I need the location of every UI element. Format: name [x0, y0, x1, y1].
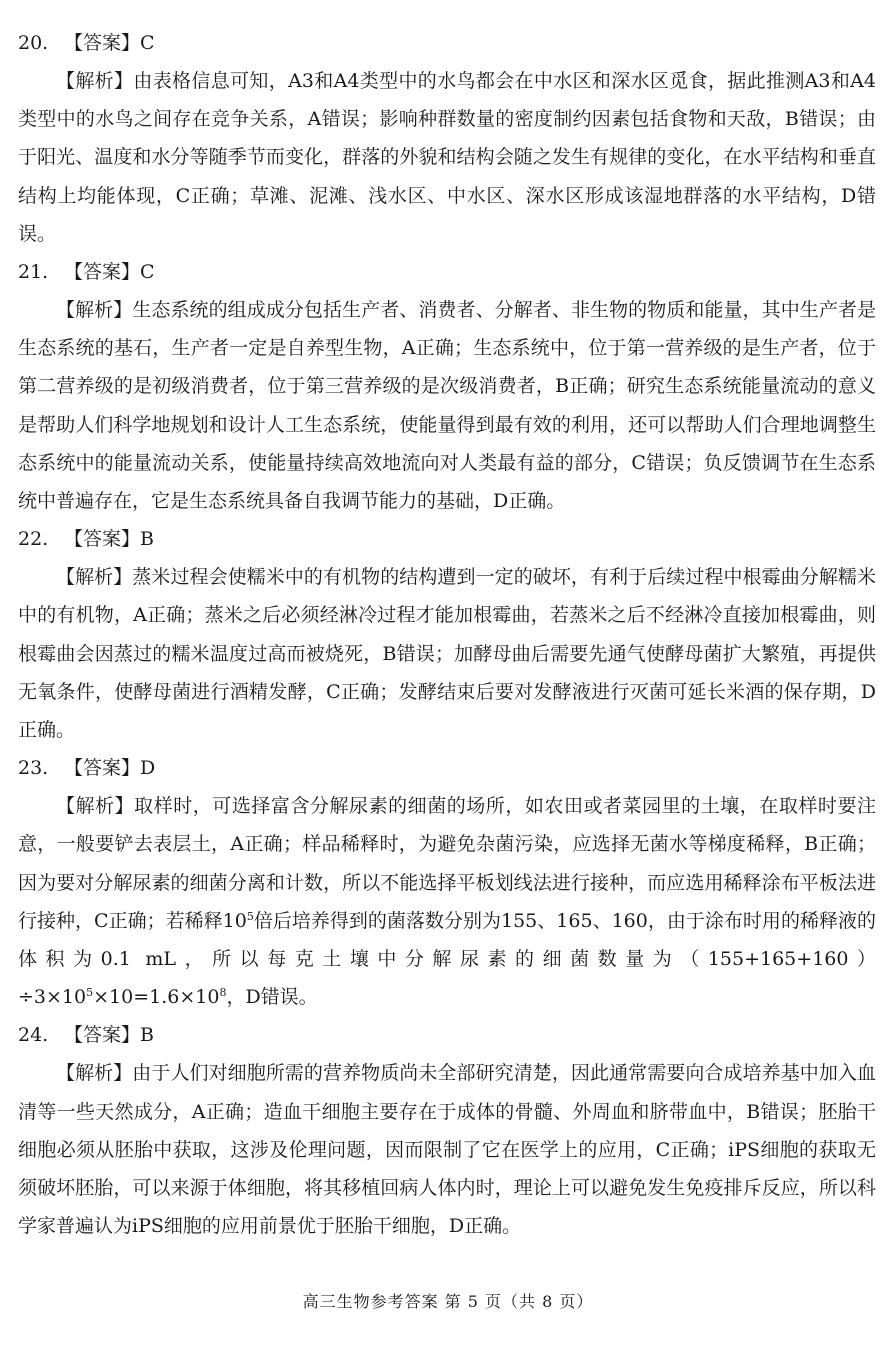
question-number: 24.	[18, 1024, 49, 1047]
analysis-label: 【解析】	[56, 1062, 133, 1085]
question-number: 21.	[18, 261, 49, 284]
question-number: 20.	[18, 32, 49, 54]
question-24	[18, 1016, 876, 1245]
answer-label: 【答案】	[64, 1024, 141, 1047]
answer-label: 【答案】	[64, 528, 141, 551]
analysis-text-part: 倍后培养得到的菌落数分别为155、165、160，由于涂布时用的稀释液的体积为0.1 mL，所以每克土壤中分解尿素的细菌数量为（155+165+160）÷3×10	[18, 909, 876, 1009]
question-22	[18, 520, 876, 749]
question-number: 23.	[18, 757, 49, 780]
exponent: 5	[246, 909, 254, 923]
answer-value: B	[140, 528, 154, 551]
analysis-paragraph	[18, 558, 876, 749]
exponent: 5	[86, 986, 94, 1000]
analysis-label: 【解析】	[56, 566, 133, 589]
question-20	[18, 24, 876, 253]
answer-line	[18, 520, 876, 558]
answer-line	[18, 749, 876, 787]
answer-value: B	[140, 1024, 154, 1047]
answer-value: C	[140, 261, 155, 284]
answer-line	[18, 1016, 876, 1054]
question-number: 22.	[18, 528, 49, 551]
analysis-paragraph	[18, 787, 876, 1016]
page-footer: 高三生物参考答案 第 5 页（共 8 页）	[302, 1292, 594, 1311]
question-21	[18, 253, 876, 520]
analysis-label: 【解析】	[56, 70, 134, 92]
analysis-text: 由于人们对细胞所需的营养物质尚未全部研究清楚，因此通常需要向合成培养基中加入血清等一些天然成分，A正确；造血干细胞主要存在于成体的骨髓、外周血和脐带血中，B错误；胚胎干细胞必须从胚胎中获取，这涉及伦理问题，因而限制了它在医学上的应用，C正确；iPS细胞的获取无须破坏胚胎，可以来源于体细胞，将其移植回病人体内时，理论上可以避免发生免疫排斥反应，所以科学家普遍认为iPS细胞的应用前景优于胚胎干细胞，D正确。	[18, 1062, 876, 1238]
exponent: 8	[219, 986, 227, 1000]
answer-page	[18, 24, 876, 1245]
analysis-label: 【解析】	[56, 795, 135, 818]
answer-line	[18, 24, 876, 62]
question-23	[18, 749, 876, 1016]
analysis-paragraph	[18, 62, 876, 253]
analysis-label: 【解析】	[56, 299, 133, 322]
analysis-paragraph	[18, 291, 876, 520]
answer-label: 【答案】	[64, 261, 141, 284]
analysis-paragraph	[18, 1054, 876, 1245]
answer-label: 【答案】	[64, 757, 141, 780]
analysis-text: 蒸米过程会使糯米中的有机物的结构遭到一定的破坏，有利于后续过程中根霉曲分解糯米中的有机物，A正确；蒸米之后必须经淋冷过程才能加根霉曲，若蒸米之后不经淋冷直接加根霉曲，则根霉曲会因蒸过的糯米温度过高而被烧死，B错误；加酵母曲后需要先通气使酵母菌扩大繁殖，再提供无氧条件，使酵母菌进行酒精发酵，C正确；发酵结束后要对发酵液进行灭菌可延长米酒的保存期，D正确。	[18, 566, 876, 742]
analysis-text-part: 取样时，可选择富含分解尿素的细菌的场所，如农田或者菜园里的土壤，在取样时要注意，一般要铲去表层土，A正确；样品稀释时，为避免杂菌污染，应选择无菌水等梯度稀释，B正确；因为要对分解尿素的细菌分离和计数，所以不能选择平板划线法进行接种，而应选用稀释涂布平板法进行接种，C正确；若稀释10	[18, 795, 876, 932]
analysis-text: 生态系统的组成成分包括生产者、消费者、分解者、非生物的物质和能量，其中生产者是生态系统的基石，生产者一定是自养型生物，A正确；生态系统中，位于第一营养级的是生产者，位于第二营养级的是初级消费者，位于第三营养级的是次级消费者，B正确；研究生态系统能量流动的意义是帮助人们科学地规划和设计人工生态系统，使能量得到最有效的利用，还可以帮助人们合理地调整生态系统中的能量流动关系，使能量持续高效地流向对人类最有益的部分，C错误；负反馈调节在生态系统中普遍存在，它是生态系统具备自我调节能力的基础，D正确。	[18, 299, 876, 513]
answer-label: 【答案】	[64, 32, 141, 54]
answer-value: C	[140, 32, 155, 54]
answer-value: D	[140, 757, 156, 780]
answer-line	[18, 253, 876, 291]
analysis-text: 由表格信息可知，A3和A4类型中的水鸟都会在中水区和深水区觅食，据此推测A3和A4类型中的水鸟之间存在竞争关系，A错误；影响种群数量的密度制约因素包括食物和天敌，B错误；由于阳光、温度和水分等随季节而变化，群落的外貌和结构会随之发生有规律的变化，在水平结构和垂直结构上均能体现，C正确；草滩、泥滩、浅水区、中水区、深水区形成该湿地群落的水平结构，D错误。	[18, 70, 876, 245]
analysis-text-part: ，D错误。	[226, 986, 318, 1009]
analysis-text-part: ×10=1.6×10	[93, 986, 220, 1009]
